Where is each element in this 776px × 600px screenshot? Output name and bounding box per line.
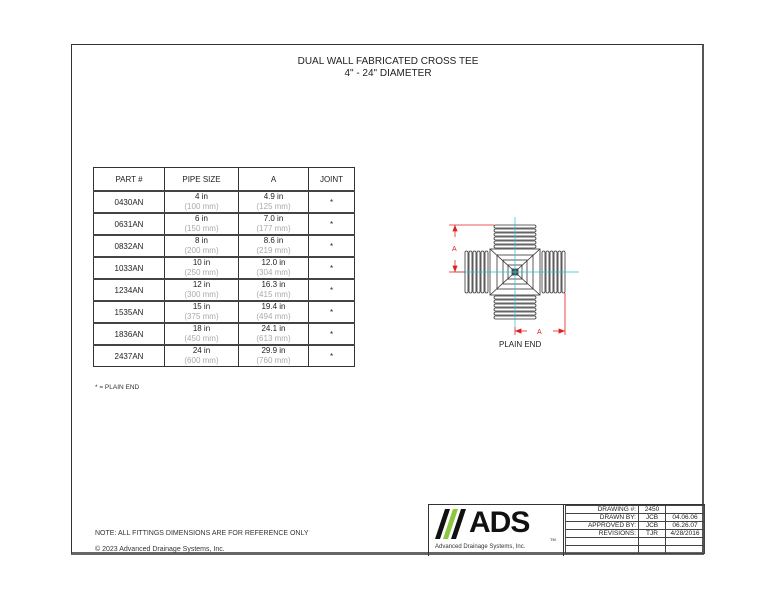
dimension-a — [239, 301, 309, 323]
size-mm: (450 mm) — [184, 334, 219, 343]
tb-row — [566, 522, 705, 530]
tb-value — [639, 538, 666, 546]
a-mm: (760 mm) — [256, 356, 291, 365]
tb-value: JCB — [639, 522, 666, 530]
dimension-a — [239, 279, 309, 301]
dimension-a — [239, 191, 309, 213]
reference-note: NOTE: ALL FITTINGS DIMENSIONS ARE FOR REFERENCE ONLY — [95, 530, 309, 537]
tb-date — [666, 538, 705, 546]
logo-text: ADS — [469, 506, 530, 539]
tb-row — [566, 546, 705, 554]
logo-subtitle: Advanced Drainage Systems, Inc. — [435, 544, 526, 550]
table-row — [94, 345, 355, 367]
size-in: 24 in — [192, 346, 211, 355]
joint: * — [309, 279, 355, 301]
tb-value: JCB — [639, 514, 666, 522]
size-mm: (200 mm) — [184, 246, 219, 255]
dimension-a — [239, 323, 309, 345]
part-number: 0430AN — [94, 191, 165, 213]
a-mm: (304 mm) — [256, 268, 291, 277]
size-mm: (600 mm) — [184, 356, 219, 365]
a-in: 8.6 in — [263, 236, 284, 245]
header-a: A — [239, 168, 309, 192]
joint: * — [309, 301, 355, 323]
parts-table — [93, 167, 355, 367]
tb-row — [566, 514, 705, 522]
joint-legend: * = PLAIN END — [95, 384, 140, 391]
joint: * — [309, 257, 355, 279]
table-row — [94, 191, 355, 213]
table-row — [94, 301, 355, 323]
a-mm: (494 mm) — [256, 312, 291, 321]
tb-value: 2450 — [639, 506, 666, 514]
size-mm: (375 mm) — [184, 312, 219, 321]
tb-label: DRAWING #: — [566, 506, 639, 514]
size-in: 4 in — [195, 192, 208, 201]
table-row — [94, 213, 355, 235]
size-mm: (300 mm) — [184, 290, 219, 299]
size-in: 6 in — [195, 214, 208, 223]
table-row — [94, 257, 355, 279]
size-mm: (150 mm) — [184, 224, 219, 233]
tb-row — [566, 538, 705, 546]
size-in: 15 in — [192, 302, 211, 311]
centerlines — [455, 217, 579, 327]
pipe-size — [165, 323, 239, 345]
tb-label: REVISIONS: — [566, 530, 639, 538]
size-in: 10 in — [192, 258, 211, 267]
tb-row — [566, 506, 705, 514]
size-in: 12 in — [192, 280, 211, 289]
dimension-a-vertical — [449, 225, 494, 272]
tb-label — [566, 546, 639, 554]
cross-tee-diagram — [445, 215, 585, 335]
copyright: © 2023 Advanced Drainage Systems, Inc. — [95, 546, 225, 553]
a-in: 29.9 in — [261, 346, 286, 355]
drawing-info-table — [565, 505, 705, 554]
size-in: 18 in — [192, 324, 211, 333]
size-in: 8 in — [195, 236, 208, 245]
pipe-size — [165, 191, 239, 213]
a-in: 16.3 in — [261, 280, 286, 289]
tb-label: APPROVED BY: — [566, 522, 639, 530]
size-mm: (250 mm) — [184, 268, 219, 277]
tb-date: 04.06.06 — [666, 514, 705, 522]
a-in: 4.9 in — [263, 192, 284, 201]
joint: * — [309, 235, 355, 257]
a-in: 19.4 in — [261, 302, 286, 311]
svg-text:A: A — [537, 329, 542, 335]
title-line-1: DUAL WALL FABRICATED CROSS TEE — [297, 56, 479, 67]
tb-row — [566, 530, 705, 538]
logo-trademark: TM — [550, 537, 556, 542]
tb-date: 4/28/2016 — [666, 530, 705, 538]
joint: * — [309, 345, 355, 367]
joint: * — [309, 323, 355, 345]
pipe-size — [165, 213, 239, 235]
header-pipe-size: PIPE SIZE — [165, 168, 239, 192]
size-mm: (100 mm) — [184, 202, 219, 211]
joint: * — [309, 213, 355, 235]
title-block — [428, 504, 705, 556]
dimension-a — [239, 213, 309, 235]
a-mm: (613 mm) — [256, 334, 291, 343]
pipe-size — [165, 235, 239, 257]
part-number: 1836AN — [94, 323, 165, 345]
table-header-row — [94, 168, 355, 192]
dimension-a — [239, 257, 309, 279]
joint: * — [309, 191, 355, 213]
diagram-caption: PLAIN END — [499, 340, 542, 349]
tb-label: DRAWN BY: — [566, 514, 639, 522]
tb-label — [566, 538, 639, 546]
part-number: 1535AN — [94, 301, 165, 323]
title-line-2: 4" - 24" DIAMETER — [344, 68, 432, 79]
drawing-title — [0, 56, 776, 80]
pipe-size — [165, 279, 239, 301]
header-part: PART # — [94, 168, 165, 192]
tb-date: 06.26.07 — [666, 522, 705, 530]
a-mm: (219 mm) — [256, 246, 291, 255]
tb-value — [639, 546, 666, 554]
a-in: 24.1 in — [261, 324, 286, 333]
a-mm: (125 mm) — [256, 202, 291, 211]
table-row — [94, 323, 355, 345]
part-number: 0631AN — [94, 213, 165, 235]
a-mm: (177 mm) — [256, 224, 291, 233]
a-mm: (415 mm) — [256, 290, 291, 299]
tb-date — [666, 546, 705, 554]
dimension-a — [239, 345, 309, 367]
svg-text:A: A — [452, 246, 457, 253]
part-number: 2437AN — [94, 345, 165, 367]
part-number: 1033AN — [94, 257, 165, 279]
header-joint: JOINT — [309, 168, 355, 192]
pipe-size — [165, 257, 239, 279]
tb-value: TJR — [639, 530, 666, 538]
part-number: 0832AN — [94, 235, 165, 257]
a-in: 7.0 in — [263, 214, 284, 223]
ads-logo — [429, 505, 564, 556]
table-row — [94, 279, 355, 301]
table-row — [94, 235, 355, 257]
pipe-size — [165, 301, 239, 323]
part-number: 1234AN — [94, 279, 165, 301]
dimension-a — [239, 235, 309, 257]
pipe-size — [165, 345, 239, 367]
a-in: 12.0 in — [261, 258, 286, 267]
tb-date — [666, 506, 705, 514]
